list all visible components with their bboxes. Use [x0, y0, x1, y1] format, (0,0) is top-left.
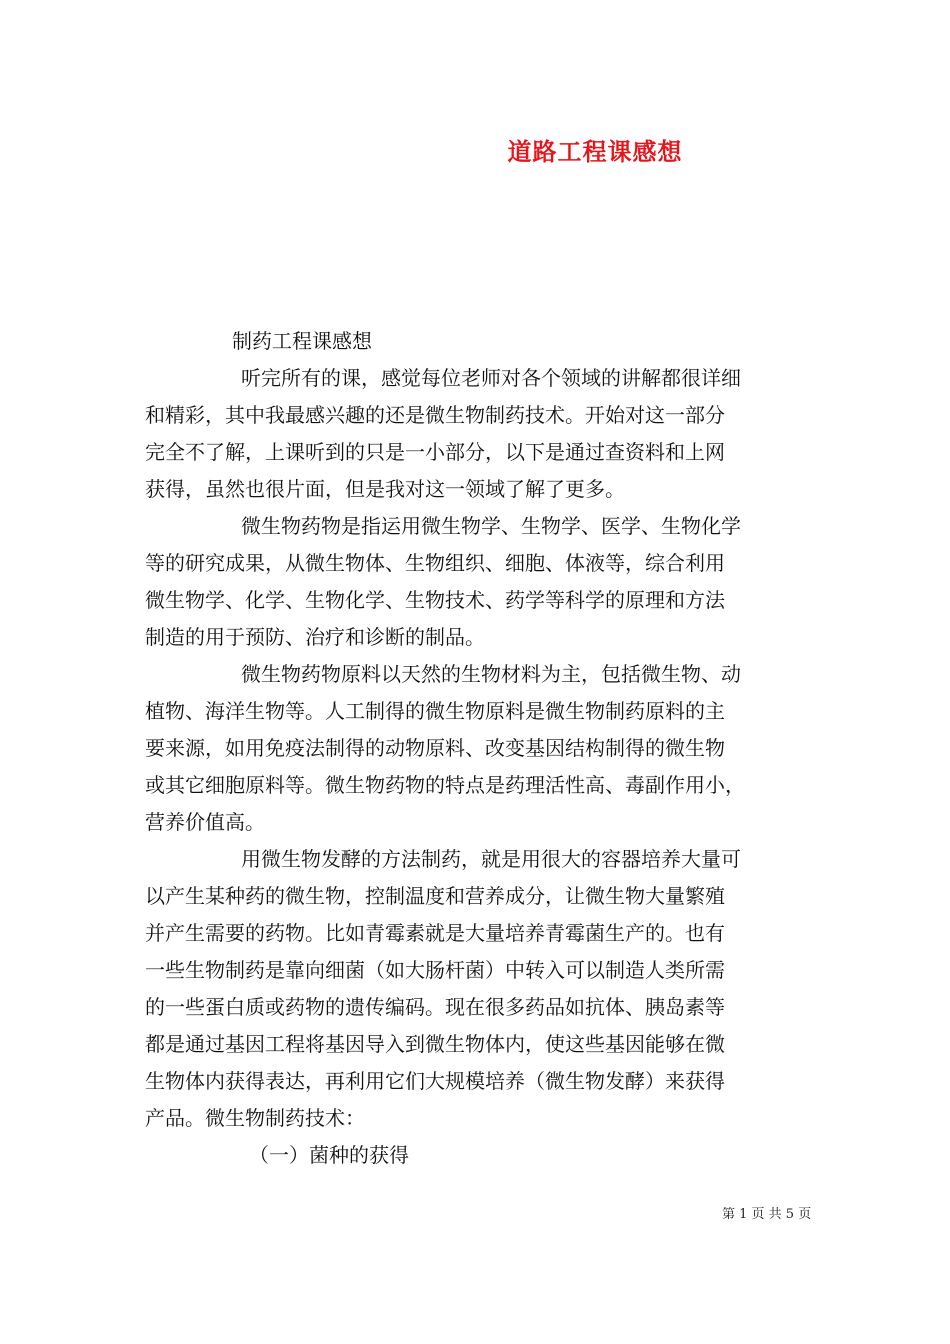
section-heading: （一）菌种的获得 [249, 1143, 409, 1167]
paragraph-line: 生物体内获得表达，再利用它们大规模培养（微生物发酵）来获得 [145, 1069, 725, 1093]
paragraph-2 [145, 508, 810, 656]
paragraph-line: 的一些蛋白质或药物的遗传编码。现在很多药品如抗体、胰岛素等 [145, 995, 725, 1019]
paragraph-1 [145, 360, 810, 508]
paragraph-line: 微生物药物是指运用微生物学、生物学、医学、生物化学 [241, 514, 741, 538]
paragraph-line: 等的研究成果，从微生物体、生物组织、细胞、体液等，综合利用 [145, 551, 725, 575]
paragraph-line: 都是通过基因工程将基因导入到微生物体内，使这些基因能够在微 [145, 1032, 725, 1056]
document-body [145, 360, 810, 1174]
document-subtitle: 制药工程课感想 [232, 329, 372, 353]
paragraph-3 [145, 656, 810, 841]
paragraph-line: 获得，虽然也很片面，但是我对这一领域了解了更多。 [145, 477, 625, 501]
paragraph-line: 用微生物发酵的方法制药，就是用很大的容器培养大量可 [241, 847, 741, 871]
paragraph-line: 微生物学、化学、生物化学、生物技术、药学等科学的原理和方法 [145, 588, 725, 612]
paragraph-line: 要来源，如用免疫法制得的动物原料、改变基因结构制得的微生物 [145, 736, 725, 760]
paragraph-line: 营养价值高。 [145, 810, 265, 834]
paragraph-line: 听完所有的课，感觉每位老师对各个领域的讲解都很详细 [241, 366, 741, 390]
paragraph-line: 以产生某种药的微生物，控制温度和营养成分，让微生物大量繁殖 [145, 884, 725, 908]
section-heading-block [145, 1137, 810, 1174]
page-footer: 第 1 页 共 5 页 [722, 1207, 812, 1222]
paragraph-line: 植物、海洋生物等。人工制得的微生物原料是微生物制药原料的主 [145, 699, 725, 723]
paragraph-line: 或其它细胞原料等。微生物药物的特点是药理活性高、毒副作用小， [145, 773, 745, 797]
paragraph-line: 制造的用于预防、治疗和诊断的制品。 [145, 625, 485, 649]
document-title: 道路工程课感想 [507, 138, 683, 166]
paragraph-line: 和精彩，其中我最感兴趣的还是微生物制药技术。开始对这一部分 [145, 403, 725, 427]
paragraph-line: 产品。微生物制药技术： [145, 1106, 365, 1130]
paragraph-line: 完全不了解，上课听到的只是一小部分，以下是通过查资料和上网 [145, 440, 725, 464]
paragraph-line: 一些生物制药是靠向细菌（如大肠杆菌）中转入可以制造人类所需 [145, 958, 725, 982]
paragraph-4 [145, 841, 810, 1137]
paragraph-line: 并产生需要的药物。比如青霉素就是大量培养青霉菌生产的。也有 [145, 921, 725, 945]
paragraph-line: 微生物药物原料以天然的生物材料为主，包括微生物、动 [241, 662, 741, 686]
